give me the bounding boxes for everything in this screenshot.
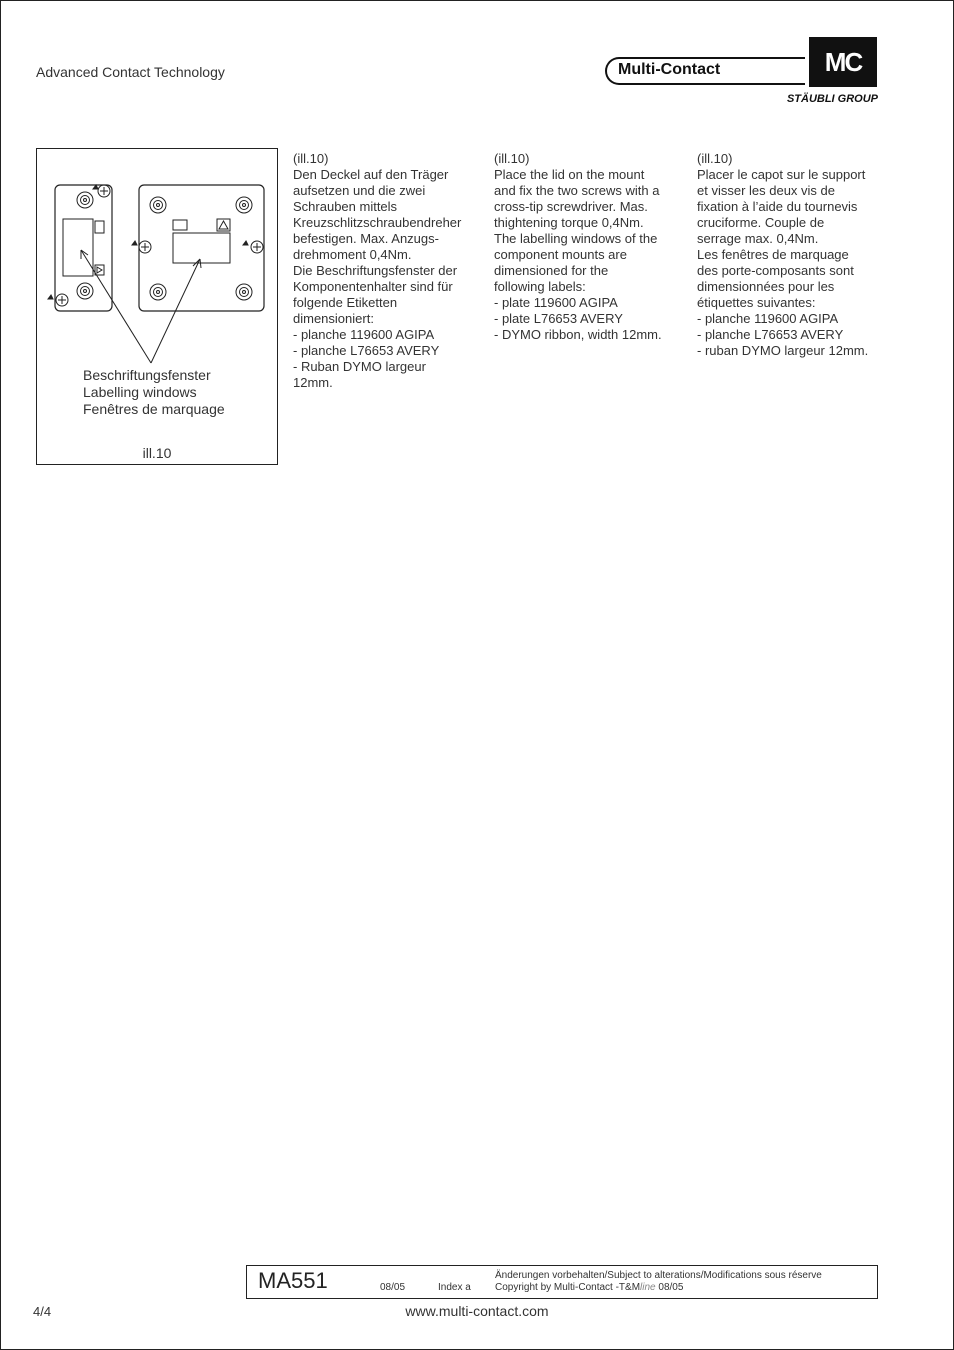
text-line: following labels: <box>494 279 586 294</box>
text-line: Komponentenhalter sind für <box>293 279 453 294</box>
text-line: - planche 119600 AGIPA <box>697 311 839 326</box>
copyright-suffix: 08/05 <box>655 1282 684 1293</box>
text-line: et visser les deux vis de <box>697 183 836 198</box>
text-line: Placer le capot sur le support <box>697 167 866 182</box>
text-line: and fix the two screws with a <box>494 183 660 198</box>
text-line: - planche L76653 AVERY <box>293 343 440 358</box>
screw-icon <box>150 284 166 300</box>
text-line: cruciforme. Couple de <box>697 215 825 230</box>
cross-screw-icon <box>132 241 151 253</box>
text-line: Les fenêtres de marquage <box>697 247 849 262</box>
copyright-notice <box>495 1270 822 1294</box>
text-line: Den Deckel auf den Träger <box>293 167 449 182</box>
company-tagline: Advanced Contact Technology <box>36 64 225 80</box>
text-line: Kreuzschlitzschraubendreher <box>293 215 462 230</box>
text-line: des porte-composants sont <box>697 263 854 278</box>
caption-line-de: Beschriftungsfenster <box>83 367 211 383</box>
cross-screw-icon <box>93 185 110 197</box>
text-line: drehmoment 0,4Nm. <box>293 247 412 262</box>
text-line: dimensioniert: <box>293 311 374 326</box>
illustration-label: ill.10 <box>142 445 172 461</box>
page-number: 4/4 <box>33 1304 52 1319</box>
text-line: - planche L76653 AVERY <box>697 327 844 342</box>
resistor-symbol <box>173 220 187 230</box>
text-line: (ill.10) <box>293 151 329 166</box>
screw-icon <box>236 284 252 300</box>
leader-lines <box>81 250 201 363</box>
screw-icon <box>236 197 252 213</box>
logo-text: MC <box>824 47 862 77</box>
copyright-prefix: Copyright by Multi-Contact -T&M <box>495 1282 641 1293</box>
alterations-notice: Änderungen vorbehalten/Subject to alterations/Modifications sous réserve <box>495 1270 822 1281</box>
illustration-caption <box>83 367 225 418</box>
text-line: component mounts are <box>494 247 627 262</box>
text-line: - plate 119600 AGIPA <box>494 295 618 310</box>
text-line: Die Beschriftungsfenster der <box>293 263 458 278</box>
diode-symbol <box>95 265 104 275</box>
german-text-column <box>293 151 475 391</box>
text-line: - ruban DYMO largeur 12mm. <box>697 343 869 358</box>
text-line: - plate L76653 AVERY <box>494 311 623 326</box>
english-text-column <box>494 151 676 343</box>
document-date: 08/05 <box>380 1282 406 1293</box>
labelling-window <box>63 219 93 276</box>
text-line: (ill.10) <box>494 151 530 166</box>
french-text-column <box>697 151 879 359</box>
text-line: thightening torque 0,4Nm. <box>494 215 644 230</box>
text-line: befestigen. Max. Anzugs- <box>293 231 439 246</box>
text-line: étiquettes suivantes: <box>697 295 816 310</box>
text-line: Place the lid on the mount <box>494 167 645 182</box>
cross-screw-icon <box>48 294 68 306</box>
text-line: folgende Etiketten <box>293 295 398 310</box>
text-line: aufsetzen und die zwei <box>293 183 426 198</box>
screw-icon <box>150 197 166 213</box>
company-logo <box>809 37 877 87</box>
text-line: The labelling windows of the <box>494 231 658 246</box>
copyright-line <box>495 1282 822 1294</box>
text-line: (ill.10) <box>697 151 733 166</box>
text-line: Schrauben mittels <box>293 199 398 214</box>
screw-icon <box>77 283 93 299</box>
text-line: - planche 119600 AGIPA <box>293 327 435 342</box>
labelling-window <box>173 233 230 263</box>
illustration-frame <box>36 148 278 465</box>
copyright-line-word: line <box>640 1282 656 1293</box>
document-index: Index a <box>438 1282 471 1293</box>
text-line: 12mm. <box>293 375 333 390</box>
caption-line-fr: Fenêtres de marquage <box>83 401 225 417</box>
text-line: fixation à l’aide du tournevis <box>697 199 858 214</box>
screw-icon <box>77 192 93 208</box>
warning-symbol <box>217 219 230 231</box>
text-line: serrage max. 0,4Nm. <box>697 231 819 246</box>
text-line: - DYMO ribbon, width 12mm. <box>494 327 662 342</box>
fuse-symbol <box>95 221 104 233</box>
caption-line-en: Labelling windows <box>83 384 197 400</box>
text-line: dimensionnées pour les <box>697 279 835 294</box>
group-name: STÄUBLI GROUP <box>786 93 878 105</box>
text-line: cross-tip screwdriver. Mas. <box>494 199 648 214</box>
document-code: MA551 <box>258 1268 328 1293</box>
cross-screw-icon <box>243 241 263 253</box>
brand-name: Multi-Contact <box>618 61 721 78</box>
text-line: - Ruban DYMO largeur <box>293 359 426 374</box>
text-line: dimensioned for the <box>494 263 609 278</box>
website-link[interactable]: www.multi-contact.com <box>405 1303 549 1319</box>
